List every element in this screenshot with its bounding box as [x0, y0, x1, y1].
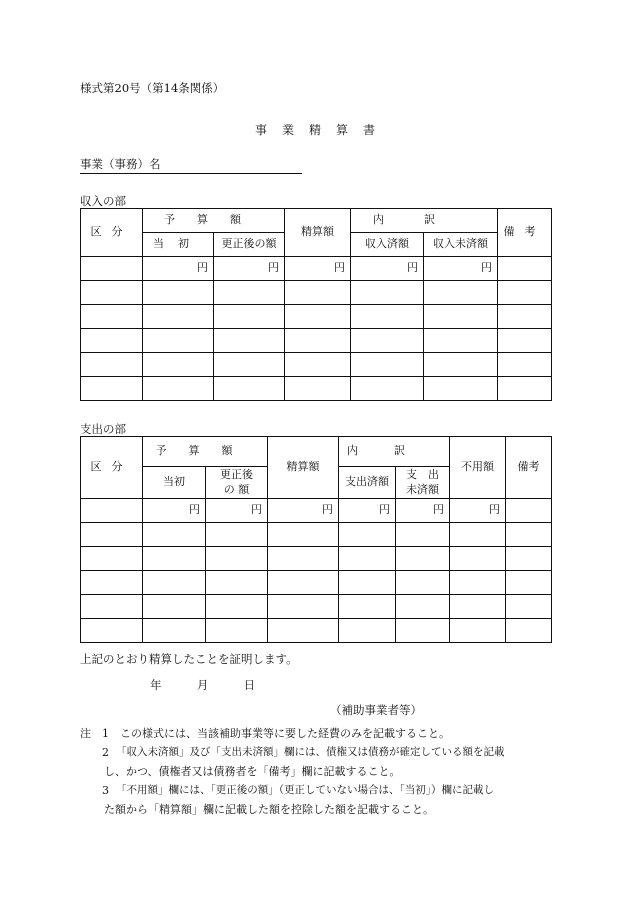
yen-unit: 円: [143, 257, 214, 281]
note-text: し、かつ、債権者又は債務者を「備考」欄に記載すること。: [104, 765, 401, 778]
expense-header-revised: 更正後 の 額: [206, 467, 268, 499]
yen-unit: 円: [396, 499, 450, 523]
date-year: 年: [150, 678, 162, 692]
table-row: [81, 281, 552, 305]
income-header-breakdown: 内訳: [351, 209, 498, 233]
income-header-category: 区分: [81, 209, 143, 257]
table-cell: [81, 257, 143, 281]
note-1: [80, 724, 560, 744]
yen-unit: 円: [214, 257, 285, 281]
expense-header-breakdown: 内訳: [339, 437, 450, 467]
table-cell: [81, 499, 143, 523]
note-text: 「不用額」欄には、「更正後の額」（更正していない場合は、「当初」）欄に記載し: [116, 784, 494, 796]
yen-unit: 円: [351, 257, 424, 281]
expense-header-settled: 精算額: [268, 437, 339, 499]
expense-header-category: 区分: [81, 437, 143, 499]
table-cell: [498, 257, 552, 281]
yen-unit: 円: [143, 499, 206, 523]
yen-unit: 円: [424, 257, 498, 281]
expense-header-unpaid: 支 出 未済額: [396, 467, 450, 499]
note-text: た額から「精算額」欄に記載した額を控除した額を記載すること。: [104, 803, 434, 816]
table-row: [81, 619, 552, 643]
note-3: [80, 781, 560, 821]
table-row: [81, 595, 552, 619]
date-month: 月: [196, 678, 209, 692]
form-number: 様式第20号（第14条関係）: [80, 81, 225, 95]
yen-unit: 円: [339, 499, 396, 523]
page-title: 事業精算書: [254, 123, 390, 137]
income-header-received: 収入済額: [351, 233, 424, 257]
table-row: [81, 377, 552, 401]
income-header-initial: 当初: [143, 233, 214, 257]
table-row: [81, 305, 552, 329]
income-header-budget: 予算額: [143, 209, 285, 233]
income-header-revised: 更正後の額: [214, 233, 285, 257]
income-header-settled: 精算額: [285, 209, 351, 257]
yen-unit: 円: [206, 499, 268, 523]
table-row: [81, 499, 552, 523]
yen-unit: 円: [450, 499, 506, 523]
table-row: [81, 329, 552, 353]
date-day: 日: [243, 678, 256, 692]
note-lead: 注: [80, 727, 91, 740]
signer-label: （補助事業者等）: [330, 703, 422, 717]
certification-statement: 上記のとおり精算したことを証明します。: [80, 652, 298, 666]
expense-header-unused: 不用額: [450, 437, 506, 499]
note-text: 「収入未済額」及び「支出未済額」欄には、債権又は債務が確定している額を記載: [116, 746, 505, 758]
income-header-remarks: 備考: [498, 209, 552, 257]
project-name-field: 事業（事務）名: [80, 156, 302, 174]
date-line: [150, 677, 255, 693]
expense-header-budget: 予算額: [143, 437, 268, 467]
income-section-label: 収入の部: [80, 194, 126, 208]
table-row: [81, 571, 552, 595]
note-number: 3: [102, 784, 109, 797]
expense-table: [80, 436, 552, 643]
expense-header-remarks: 備考: [506, 437, 552, 499]
note-number: 1: [102, 727, 109, 740]
note-number: 2: [102, 746, 109, 759]
income-table: [80, 208, 552, 401]
expense-header-initial: 当初: [143, 467, 206, 499]
table-row: [81, 523, 552, 547]
yen-unit: 円: [268, 499, 339, 523]
expense-section-label: 支出の部: [80, 422, 126, 436]
table-row: [81, 547, 552, 571]
note-text: この様式には、当該補助事業等に要した経費のみを記載すること。: [120, 727, 450, 740]
table-cell: [506, 499, 552, 523]
table-row: [81, 353, 552, 377]
income-header-unreceived: 収入未済額: [424, 233, 498, 257]
table-row: [81, 257, 552, 281]
expense-header-paid: 支出済額: [339, 467, 396, 499]
yen-unit: 円: [285, 257, 351, 281]
note-2: [80, 743, 560, 783]
